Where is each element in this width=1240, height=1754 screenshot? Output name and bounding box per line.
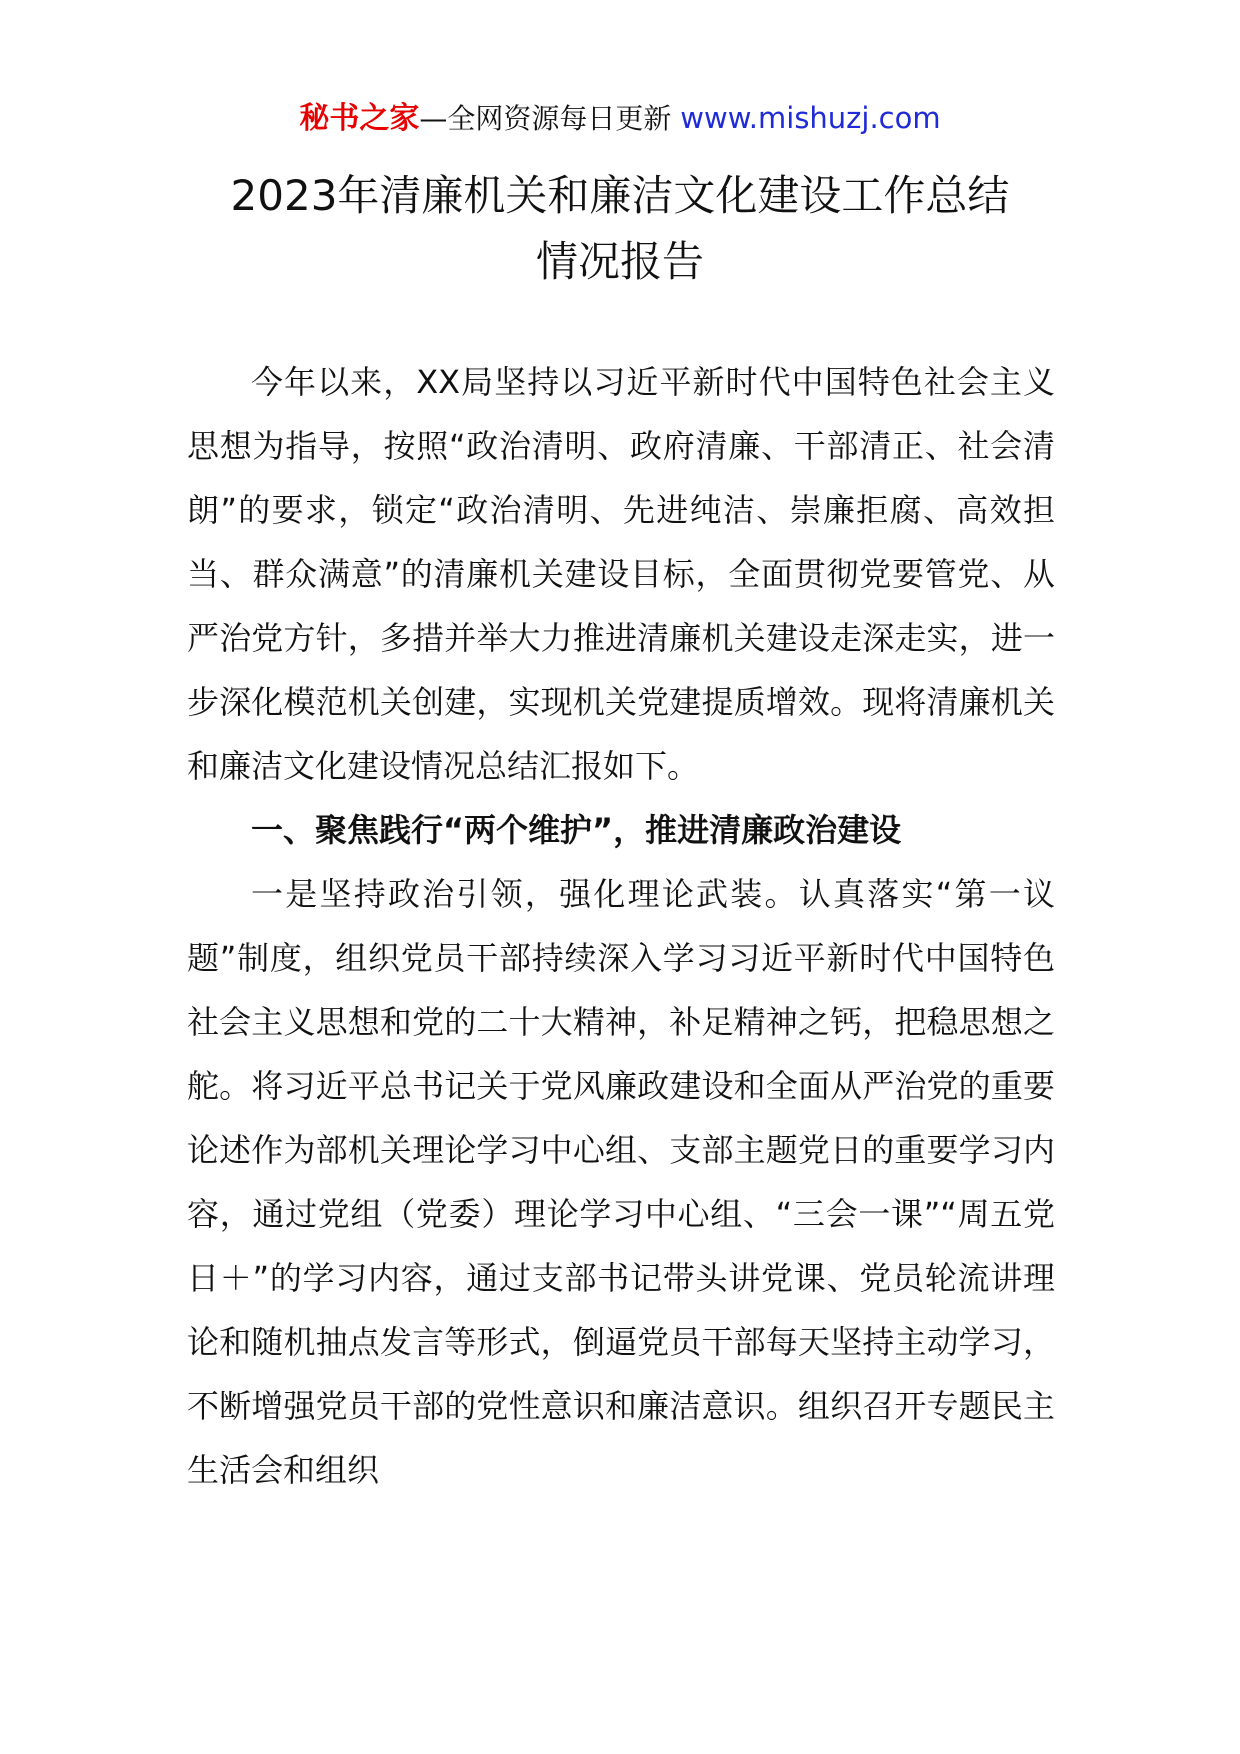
site-brand: 秘书之家	[299, 101, 420, 136]
section-heading-1: 一、聚焦践行“两个维护”，推进清廉政治建设	[251, 811, 902, 849]
title-line-2: 情况报告	[535, 237, 704, 286]
watermark-header	[0, 98, 1240, 139]
intro-paragraph: 今年以来，XX局坚持以习近平新时代中国特色社会主义思想为指导，按照“政治清明、政府清廉、干部清正、社会清朗”的要求，锁定“政治清明、先进纯洁、崇廉拒腐、高效担当、群众满意”的清廉机关建设目标，全面贯彻党要管党、从严治党方针，多措并举大力推进清廉机关建设走深走实，进一步深化模范机关创建，实现机关党建提质增效。现将清廉机关和廉洁文化建设情况总结汇报如下。	[187, 363, 1055, 785]
title-line-1: 2023年清廉机关和廉洁文化建设工作总结	[230, 171, 1010, 220]
site-tagline: —全网资源每日更新	[419, 102, 672, 135]
document-title	[140, 163, 1100, 295]
section-1-paragraph-1: 一是坚持政治引领，强化理论武装。认真落实“第一议题”制度，组织党员干部持续深入学习习近平新时代中国特色社会主义思想和党的二十大精神，补足精神之钙，把稳思想之舵。将习近平总书记关于党风廉政建设和全面从严治党的重要论述作为部机关理论学习中心组、支部主题党日的重要学习内容，通过党组（党委）理论学习中心组、“三会一课”“周五党日＋”的学习内容，通过支部书记带头讲党课、党员轮流讲理论和随机抽点发言等形式，倒逼党员干部每天坚持主动学习，不断增强党员干部的党性意识和廉洁意识。组织召开专题民主生活会和组织	[187, 875, 1055, 1489]
site-url[interactable]: www.mishuzj.com	[680, 101, 941, 135]
document-body	[187, 350, 1055, 1502]
